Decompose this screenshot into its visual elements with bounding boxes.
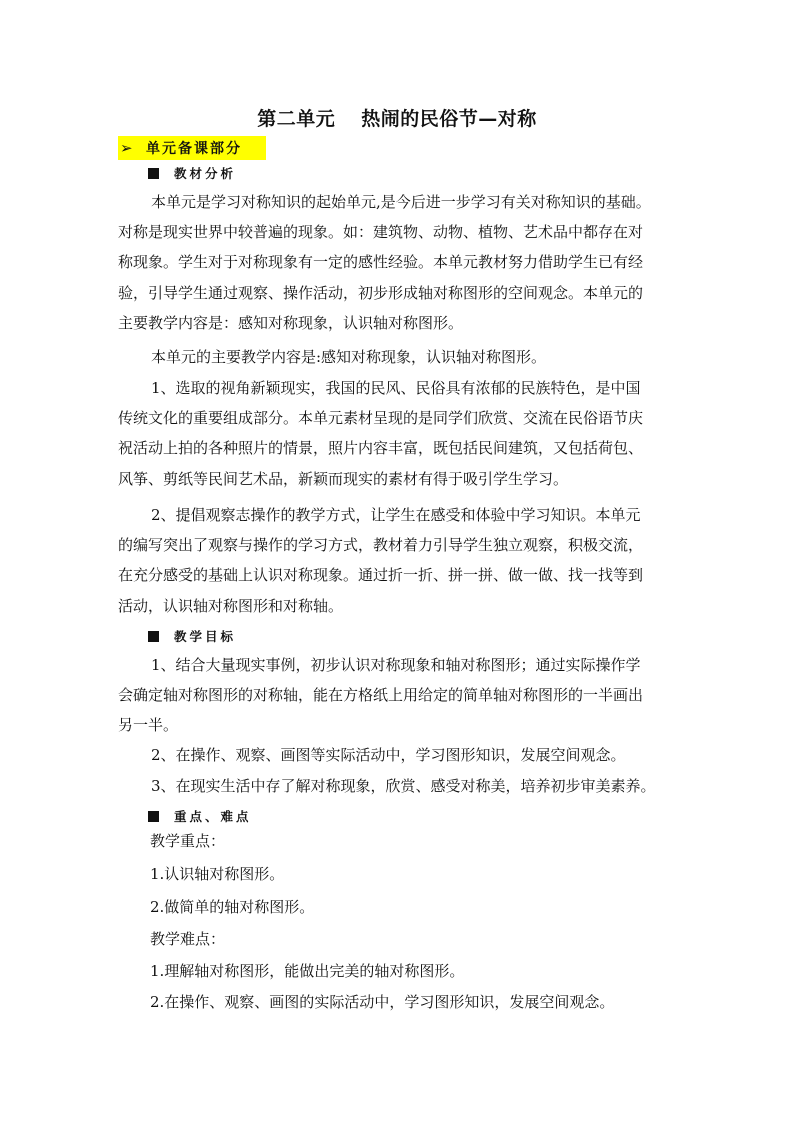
heading-goals-label: 教学目标 [174,629,237,644]
paragraph-main-content [118,342,686,372]
square-bullet-icon [148,811,159,822]
text-line: 在充分感受的基础上认识对称现象。通过折一折、拼一拼、做一做、找一找等到 [118,566,644,585]
title-sub: 热闹的民俗节—对称 [361,108,537,130]
paragraph-point-2 [118,500,686,621]
paragraph-goal-3 [118,771,686,801]
text-line: 风筝、剪纸等民间艺术品，新颖而现实的素材有得于吸引学生学习。 [118,469,569,488]
text-line: 3、在现实生活中存了解对称现象，欣赏、感受对称美，培养初步审美素养。 [151,777,656,795]
paragraph-goal-2 [118,740,686,770]
text-line: 另一半。 [118,716,179,735]
heading-analysis-label: 教材分析 [174,166,237,181]
heading-goals [148,627,236,645]
heading-analysis [148,164,236,182]
heading-keys [148,807,252,825]
text-line: 的编写突出了观察与操作的学习方式，教材着力引导学生独立观察，积极交流， [118,536,644,555]
square-bullet-icon [148,631,159,642]
difficulty-item-2: 2.在操作、观察、画图的实际活动中，学习图形知识，发展空间观念。 [150,993,615,1011]
text-line: 活动，认识轴对称图形和对称轴。 [118,596,344,615]
text-line: 1、结合大量现实事例，初步认识对称现象和轴对称图形；通过实际操作学 [151,656,641,674]
paragraph-goal-1 [118,650,686,741]
text-line: 2、在操作、观察、画图等实际活动中，学习图形知识，发展空间观念。 [151,746,626,764]
text-line: 祝活动上拍的各种照片的情景，照片内容丰富，既包括民间建筑，又包括荷包、 [118,439,644,458]
paragraph-analysis [118,187,686,338]
square-bullet-icon [148,168,159,179]
key-item-1: 1.认识轴对称图形。 [150,865,285,883]
key-item-2: 2.做简单的轴对称图形。 [150,898,315,916]
difficulty-label: 教学难点： [150,930,226,948]
text-line: 称现象。学生对于对称现象有一定的感性经验。本单元教材努力借助学生已有经 [118,253,644,272]
section-banner [118,136,266,160]
title-main: 第二单元 [257,108,336,130]
heading-keys-label: 重点、难点 [174,809,252,824]
text-line: 本单元的主要教学内容是:感知对称现象，认识轴对称图形。 [151,348,547,366]
text-line: 1、选取的视角新颖现实，我国的民风、民俗具有浓郁的民族特色，是中国 [151,379,641,397]
text-line: 对称是现实世界中较普遍的现象。如：建筑物、动物、植物、艺术品中都存在对 [118,223,644,242]
page-title [0,104,794,131]
text-line: 传统文化的重要组成部分。本单元素材呈现的是同学们欣赏、交流在民俗语节庆 [118,409,644,428]
text-line: 2、提倡观察志操作的教学方式，让学生在感受和体验中学习知识。本单元 [151,506,641,524]
text-line: 验，引导学生通过观察、操作活动，初步形成轴对称图形的空间观念。本单元的 [118,283,644,302]
banner-label: 单元备课部分 [146,141,242,157]
difficulty-item-1: 1.理解轴对称图形，能做出完美的轴对称图形。 [150,962,465,980]
text-line: 主要教学内容是：感知对称现象，认识轴对称图形。 [118,313,464,332]
text-line: 会确定轴对称图形的对称轴，能在方格纸上用给定的简单轴对称图形的一半画出 [118,686,644,705]
key-label: 教学重点： [150,832,226,850]
arrow-bullet-icon: ➢ [120,139,133,157]
text-line: 本单元是学习对称知识的起始单元,是今后进一步学习有关对称知识的基础。 [151,193,651,211]
paragraph-point-1 [118,373,686,494]
